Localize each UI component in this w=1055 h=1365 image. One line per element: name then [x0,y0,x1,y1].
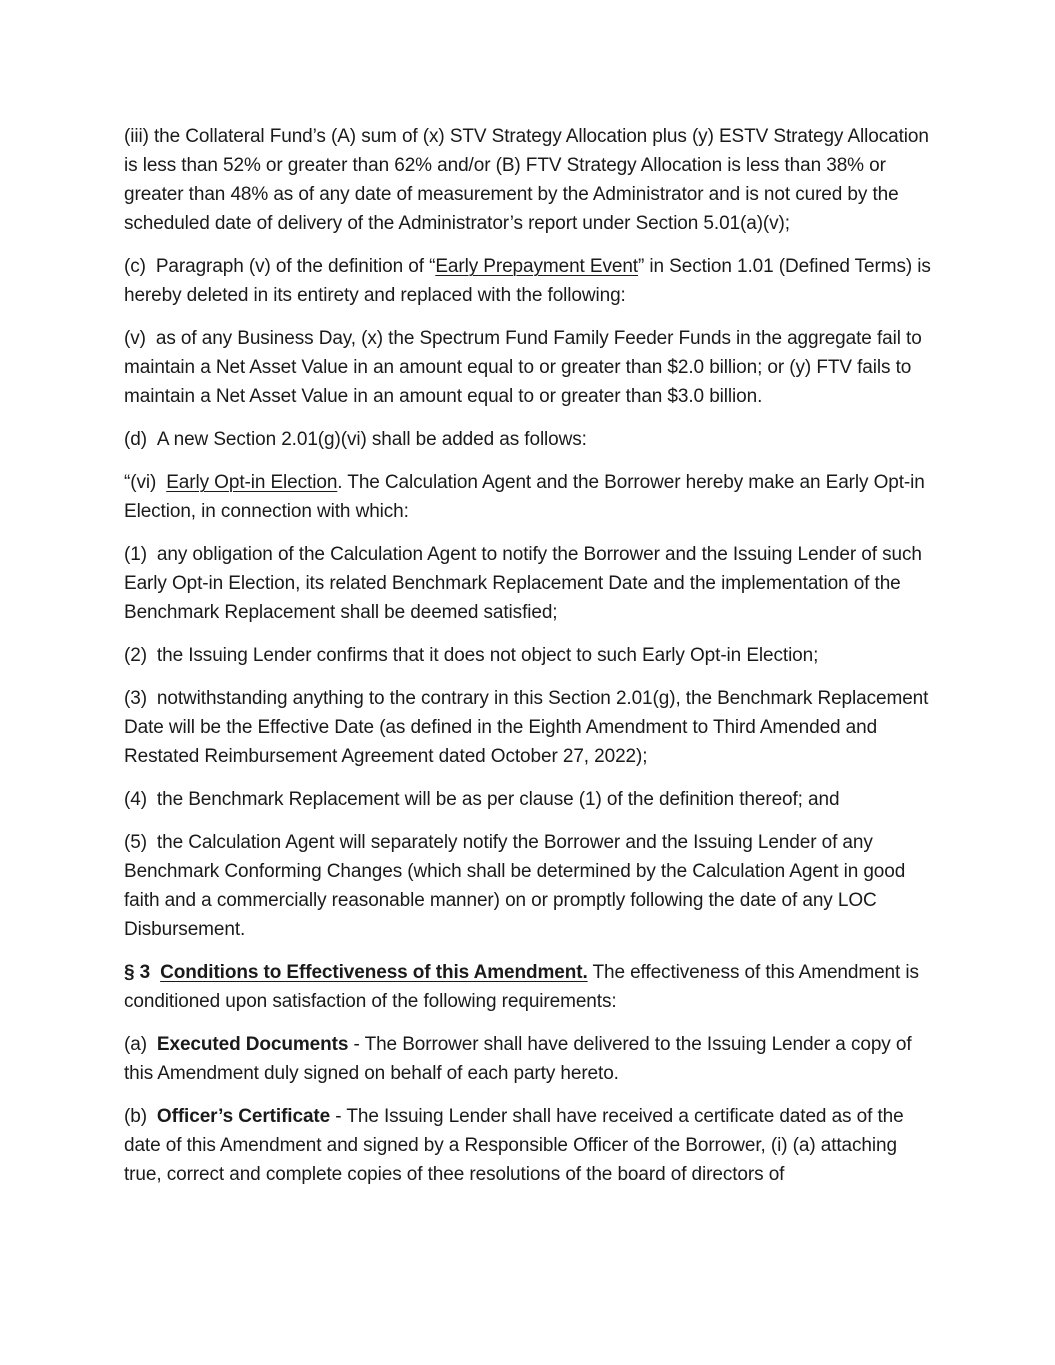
list-item-label: (2) [124,645,147,666]
paragraph-c-post: ” in Section 1.01 (Defined Terms) is hereby deleted in its entirety and replaced with the following: [124,256,931,306]
paragraph-d-text: A new Section 2.01(g)(vi) shall be added as follows: [156,429,587,450]
list-item-text: any obligation of the Calculation Agent to notify the Borrower and the Issuing Lender of such Early Opt-in Election, its related Benchmark Replacement Date and the implementation of the Benchmark Replacement shall be deemed satisfied; [124,544,922,623]
paragraph-vi-post: . The Calculation Agent and the Borrower hereby make an Early Opt-in Election, in connection with which: [124,472,925,522]
paragraph-d-label: (d) [124,429,147,450]
paragraph-vi [124,468,936,526]
paragraph-a-label: (a) [124,1034,147,1055]
list-item [124,785,936,814]
list-item-label: (1) [124,544,147,565]
list-item-label: (5) [124,832,147,853]
section-3 [124,958,936,1016]
list-item [124,684,936,771]
section-3-text: The effectiveness of this Amendment is conditioned upon satisfaction of the following requirements: [124,962,919,1012]
list-item [124,828,936,944]
paragraph-vi-label: “(vi) [124,472,157,493]
defined-term-early-prepayment-event: Early Prepayment Event [435,256,638,277]
list-item-text: the Issuing Lender confirms that it does not object to such Early Opt-in Election; [156,645,819,666]
paragraph-v-text: as of any Business Day, (x) the Spectrum Fund Family Feeder Funds in the aggregate fail to maintain a Net Asset Value in an amount equal to or greater than $2.0 billion; or (y) FTV fails to maintain a Net Asset Value in an amount equal to or greater than $3.0 billion. [124,328,922,407]
list-item-text: the Calculation Agent will separately notify the Borrower and the Issuing Lender of any Benchmark Conforming Changes (which shall be determined by the Calculation Agent in good faith and a commercially reasonable manner) on or promptly following the date of any LOC Disbursement. [124,832,906,940]
defined-term-early-opt-in-election: Early Opt-in Election [166,472,338,493]
paragraph-iii [124,122,936,238]
paragraph-b-label: (b) [124,1106,147,1127]
paragraph-d [124,425,936,454]
paragraph-iii-text: (iii) the Collateral Fund’s (A) sum of (x) STV Strategy Allocation plus (y) ESTV Strategy Allocation is less than 52% or greater than 62% and/or (B) FTV Strategy Allocation is less than 38% or greater than 48% as of any date of measurement by the Administrator and is not cured by the scheduled date of delivery of the Administrator’s report under Section 5.01(a)(v); [124,126,929,234]
paragraph-b [124,1102,936,1189]
paragraph-a [124,1030,936,1088]
list-item-text: the Benchmark Replacement will be as per clause (1) of the definition thereof; and [156,789,840,810]
paragraph-v [124,324,936,411]
paragraph-v-label: (v) [124,328,146,349]
paragraph-c-pre: Paragraph (v) of the definition of “ [155,256,436,277]
section-3-title: Conditions to Effectiveness of this Amendment. [160,962,588,983]
list-item-text: notwithstanding anything to the contrary in this Section 2.01(g), the Benchmark Replacement Date will be the Effective Date (as defined in the Eighth Amendment to Third Amended and Restated Reimbursement Agreement dated October 27, 2022); [124,688,929,767]
list-item [124,641,936,670]
paragraph-b-text: - The Issuing Lender shall have received a certificate dated as of the date of this Amendment and signed by a Responsible Officer of the Borrower, (i) (a) attaching true, correct and complete copies of thee resolutions of the board of directors of [124,1106,904,1185]
list-item-label: (3) [124,688,147,709]
document-page [124,122,936,1203]
paragraph-c-label: (c) [124,256,146,277]
section-3-label: § 3 [124,962,151,983]
paragraph-a-text: - The Borrower shall have delivered to the Issuing Lender a copy of this Amendment duly signed on behalf of each party hereto. [124,1034,912,1084]
list-item-label: (4) [124,789,147,810]
list-item [124,540,936,627]
paragraph-a-heading: Executed Documents [156,1034,349,1055]
paragraph-b-heading: Officer’s Certificate [156,1106,331,1127]
paragraph-c [124,252,936,310]
